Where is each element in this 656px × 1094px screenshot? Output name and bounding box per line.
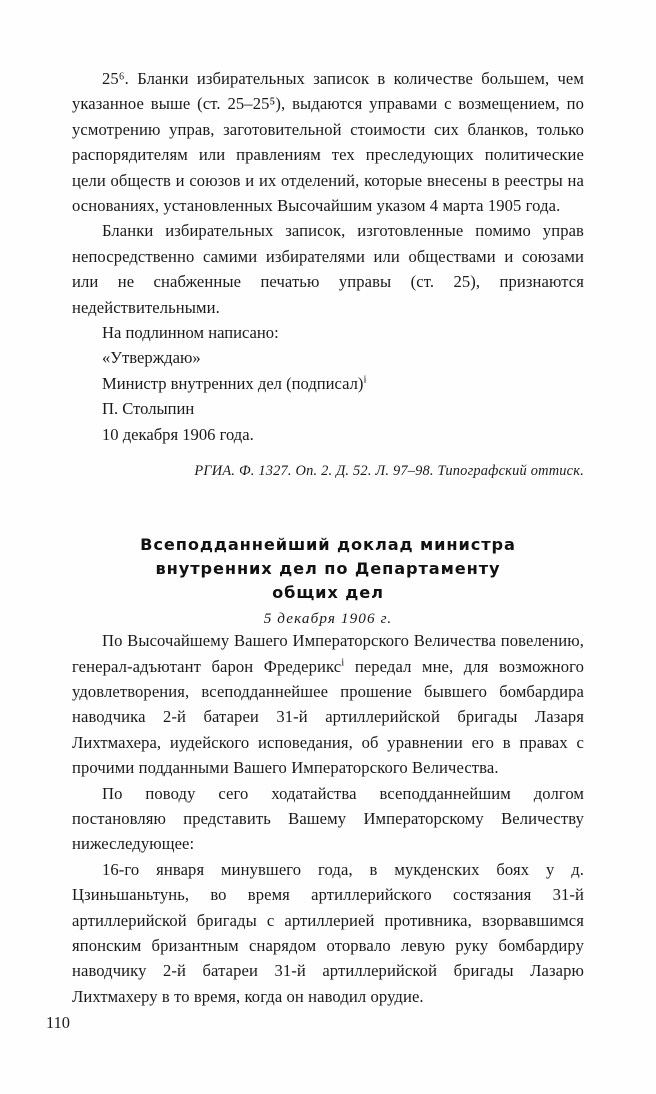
signature-name: П. Столыпин	[102, 399, 195, 419]
signature-date: 10 декабря 1906 года.	[102, 424, 254, 444]
archive-reference: РГИА. Ф. 1327. Оп. 2. Д. 52. Л. 97–98. Типографский оттиск.	[194, 463, 584, 480]
paragraph-16-yanvarya: 16-го января минувшего года, в мукденских боях у д. Цзиньшаньтунь, во время артиллерийского состязания 31-й артиллерийской бригады с артиллерией противника, взорвавшимся японским бризантным снарядом оторвало левую руку бомбардиру наводчику 2-й батареи 31-й артиллерийской бригады Лазарю Лихтмахеру в то время, когда он наводил орудие.	[72, 859, 584, 1006]
page-number: 110	[46, 1013, 70, 1032]
signature-minister-text: Министр внутренних дел (подписал)	[102, 373, 364, 393]
signature-intro: На подлинном написано:	[102, 323, 279, 343]
signature-block	[72, 320, 584, 447]
section-title-line-2: внутренних дел по Департаменту	[155, 559, 501, 579]
paragraph-po-vysochaishemu	[72, 628, 584, 780]
footnote-marker-minister: i	[363, 373, 367, 386]
section-title-line-3: общих дел	[272, 583, 384, 603]
paragraph-blanki: Бланки избирательных записок, изготовленные помимо управ непосредственно самими избирателями или обществами и союзами или не снабженные печатью управы (ст. 25), признаются недействительными.	[72, 221, 584, 317]
signature-minister	[72, 371, 584, 396]
page-content	[72, 66, 584, 1009]
paragraph-text-after-footnote: передал мне, для возможного удовлетворения, всеподданнейшее прошение бывшего бомбардира наводчика 2-й батареи 31-й артиллерийской бригады Лазаря Лихтмахера, иудейского исповедания, об уравнении его в правах с прочими подданными Вашего Императорского Величества.	[72, 656, 584, 778]
paragraph-25-6: 25⁶. Бланки избирательных записок в количестве большем, чем указанное выше (ст. 25–25⁵), выдаются управами с возмещением, по усмотрению управ, заготовительной стоимости сих бланков, только распорядителям или правлениям тех преследующих политические цели обществ и союзов и их отделений, которые внесены в реестры на основаниях, установленных Высочайшим указом 4 марта 1905 года.	[72, 69, 584, 216]
paragraph-text-before-footnote: По Высочайшему Вашего Императорского Величества повелению, генерал-адъютант барон Фредерикс	[72, 631, 584, 676]
section-title	[72, 533, 584, 605]
section-date: 5 декабря 1906 г.	[263, 610, 393, 628]
paragraph-po-povodu: По поводу сего ходатайства всеподданнейшим долгом постановляю представить Вашему Императорскому Величеству нижеследующее:	[72, 783, 584, 854]
footnote-marker-frederiks: i	[341, 655, 345, 668]
section-title-line-1: Всеподданнейший доклад министра	[140, 535, 516, 555]
signature-approve: «Утверждаю»	[102, 348, 201, 368]
